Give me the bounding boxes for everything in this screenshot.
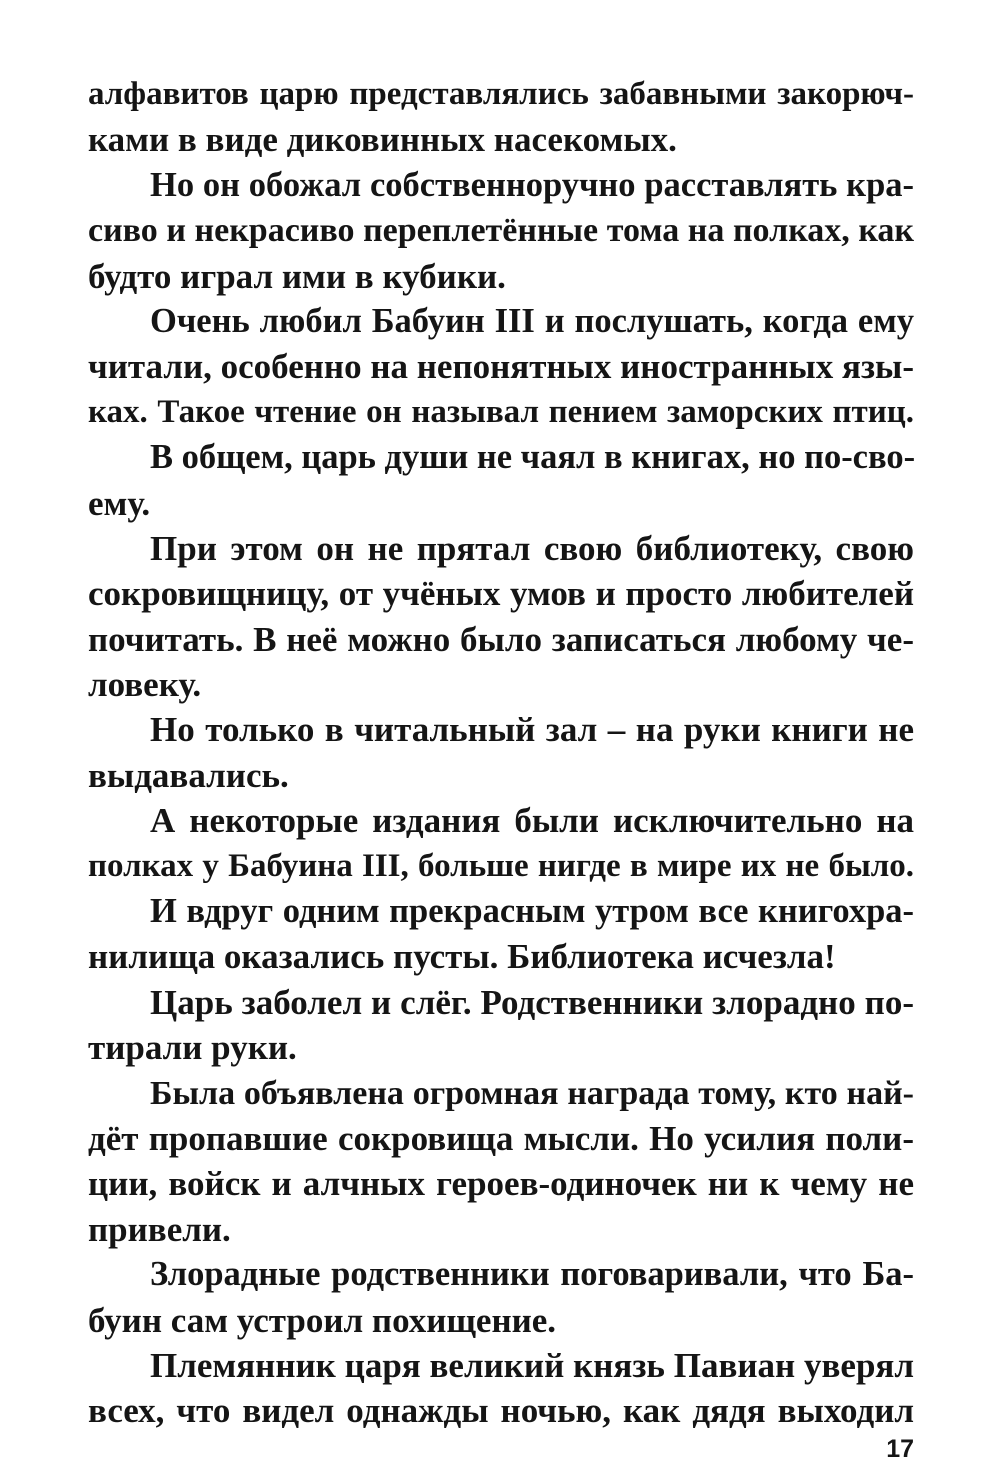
text-line: ему.	[88, 483, 151, 523]
text-line: всех, что видел однажды ночью, как дядя выходил	[88, 1391, 914, 1431]
text-line: ках. Такое чтение он называл пением заморских птиц.	[88, 393, 914, 430]
text-line: И вдруг одним прекрасным утром все книгохра-	[150, 892, 914, 931]
text-line: В общем, царь души не чаял в книгах, но по-сво-	[150, 438, 916, 477]
text-line: ловеку.	[88, 665, 202, 705]
text-line: При этом он не прятал свою библиотеку, свою	[150, 528, 914, 568]
text-line: алфавитов царю представлялись забавными закорюч-	[88, 76, 914, 112]
text-line: Была объявлена огромная награда тому, кто най-	[150, 1074, 914, 1112]
page-number: 17	[886, 1435, 914, 1463]
text-line: привели.	[88, 1209, 231, 1249]
text-line: Царь заболел и слёг. Родственники злорадно по-	[150, 982, 914, 1022]
text-line: буин сам устроил похищение.	[88, 1300, 557, 1340]
text-line: полках у Бабуина III, больше нигде в мире их не было.	[88, 847, 914, 884]
text-line: ции, войск и алчных героев-одиночек ни к чему не	[88, 1164, 914, 1204]
text-line: тирали руки.	[88, 1028, 297, 1068]
text-line: сиво и некрасиво переплетённые тома на полках, как	[88, 212, 914, 250]
text-line: выдавались.	[88, 755, 289, 795]
text-line: Но он обожал собственноручно расставлять кра-	[150, 165, 914, 204]
text-line: сокровищницу, от учёных умов и просто любителей	[88, 574, 914, 614]
text-line: Злорадные родственники поговаривали, что Ба-	[150, 1255, 914, 1294]
body-text	[88, 72, 914, 1434]
text-line: ками в виде диковинных насекомых.	[88, 120, 677, 160]
text-line: почитать. В неё можно было записаться любому че-	[88, 619, 914, 659]
text-line: Племянник царя великий князь Павиан уверял	[150, 1345, 914, 1385]
text-line: Но только в читальный зал – на руки книги не	[150, 710, 914, 750]
text-line: Очень любил Бабуин III и послушать, когда ему	[150, 301, 914, 340]
text-line: А некоторые издания были исключительно на	[150, 801, 914, 841]
text-line: нилища оказались пусты. Библиотека исчезла!	[88, 937, 836, 977]
text-line: читали, особенно на непонятных иностранных язы-	[88, 347, 914, 387]
text-line: дёт пропавшие сокровища мысли. Но усилия поли-	[88, 1118, 914, 1158]
text-line: будто играл ими в кубики.	[88, 256, 506, 296]
